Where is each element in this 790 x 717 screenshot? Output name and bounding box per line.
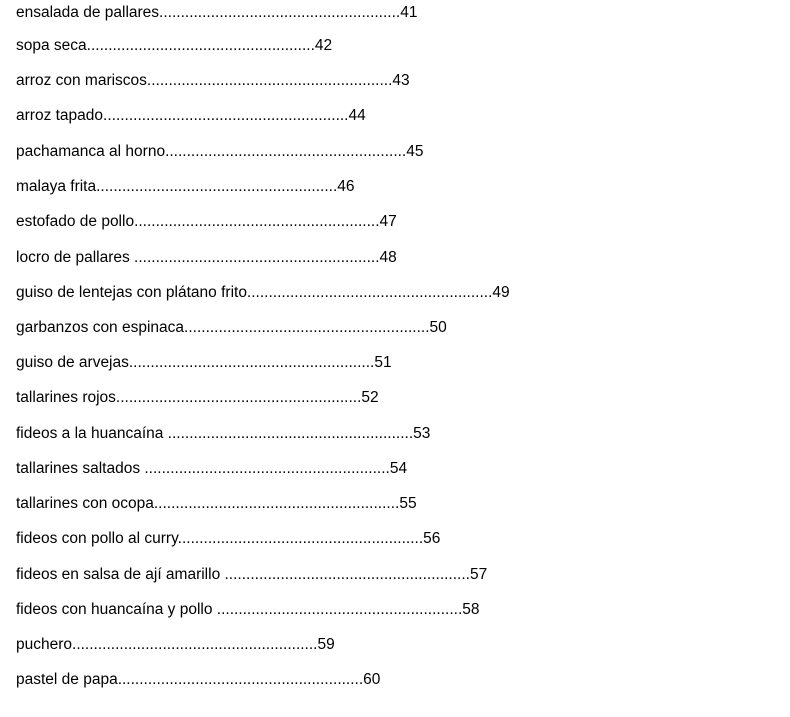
toc-entry: arroz con mariscos.........................................................43 [16, 72, 410, 89]
toc-entry: guiso de lentejas con plátano frito.........................................................49 [16, 284, 510, 301]
toc-entry: sopa seca.....................................................42 [16, 37, 333, 54]
toc-entry: pachamanca al horno........................................................45 [16, 143, 424, 160]
toc-entry: garbanzos con espinaca.........................................................50 [16, 319, 447, 336]
toc-entry: locro de pallares .........................................................48 [16, 249, 397, 266]
toc-entry: pastel de papa.........................................................60 [16, 671, 381, 688]
toc-entry: tallarines saltados .........................................................54 [16, 460, 408, 477]
toc-entry: tallarines con ocopa.........................................................55 [16, 495, 417, 512]
toc-entry: tallarines rojos.........................................................52 [16, 389, 379, 406]
toc-entry: arroz tapado.........................................................44 [16, 107, 366, 124]
toc-entry: fideos con huancaína y pollo .........................................................58 [16, 601, 480, 618]
toc-entry: puchero.........................................................59 [16, 636, 335, 653]
toc-entry: guiso de arvejas.........................................................51 [16, 354, 392, 371]
toc-entry: ensalada de pallares........................................................41 [16, 4, 418, 21]
toc-entry: fideos en salsa de ají amarillo .........................................................57 [16, 566, 488, 583]
toc-entry: malaya frita........................................................46 [16, 178, 355, 195]
toc-entry: fideos a la huancaína .........................................................53 [16, 425, 431, 442]
toc-entry: fideos con pollo al curry.........................................................56 [16, 530, 441, 547]
toc-entry: estofado de pollo.........................................................47 [16, 213, 397, 230]
